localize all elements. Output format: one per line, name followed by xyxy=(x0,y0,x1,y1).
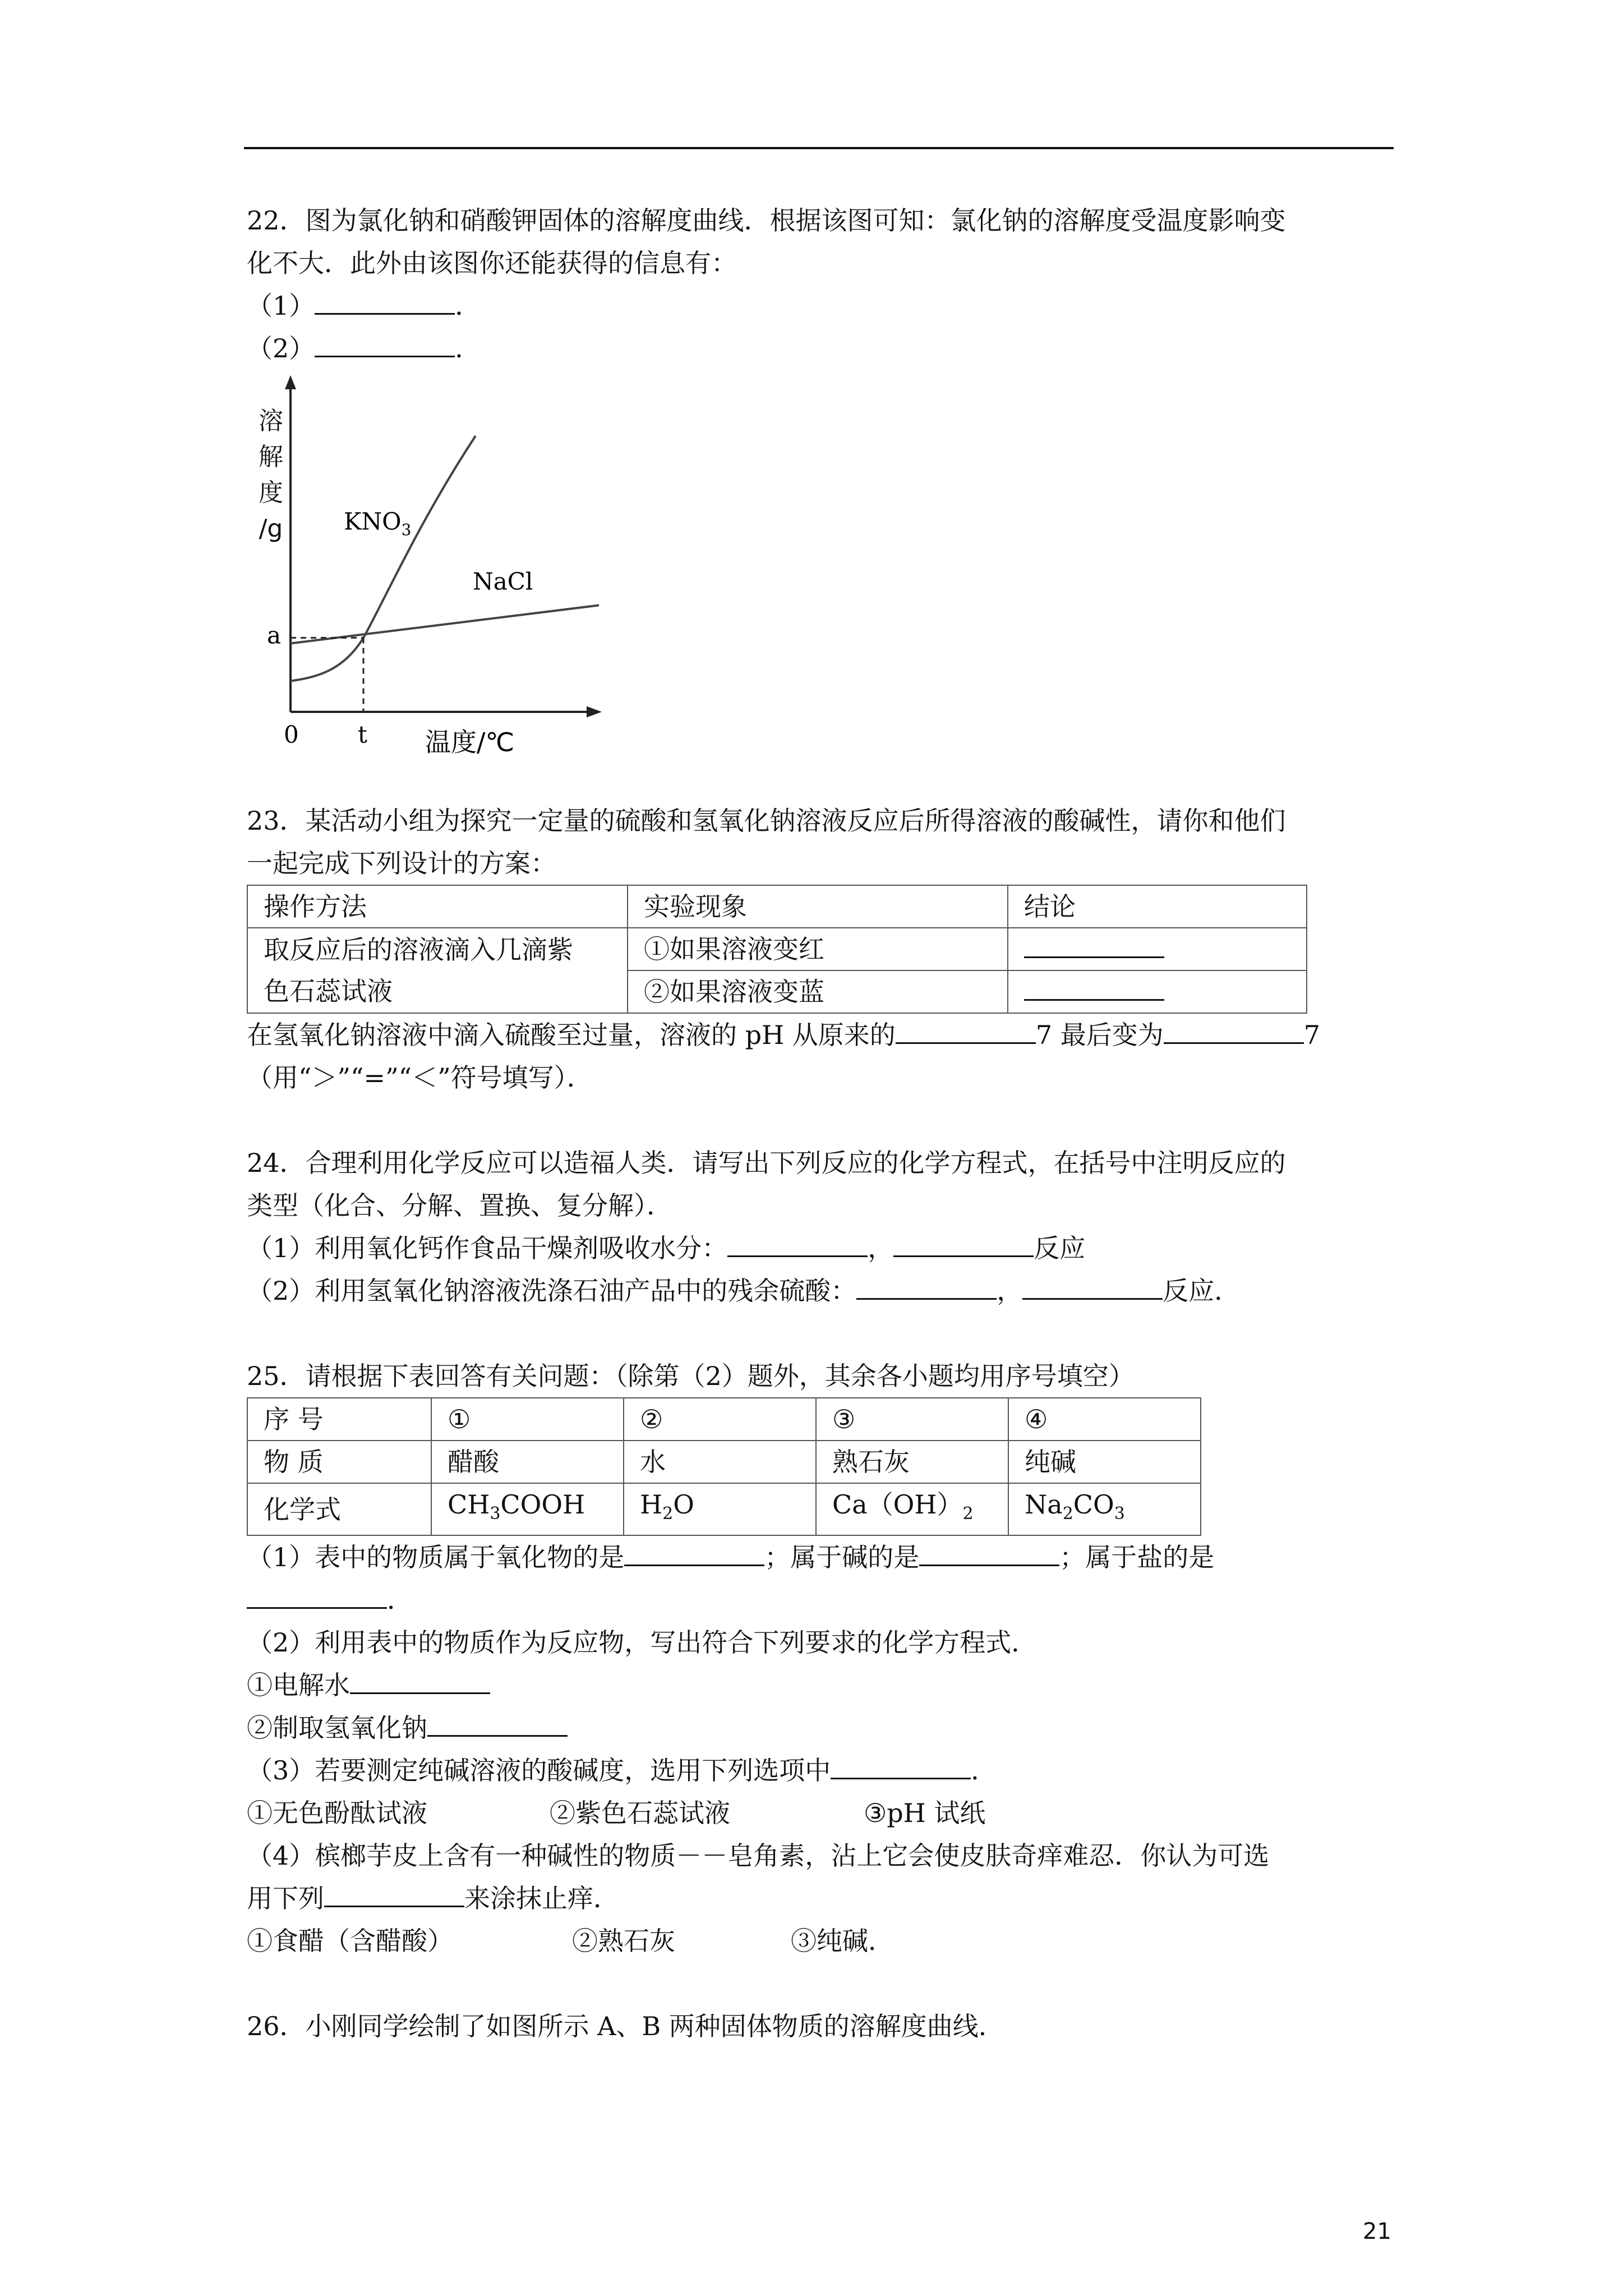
y-axis-arrow xyxy=(285,375,296,389)
q26-stem: 26．小刚同学绘制了如图所示 A、B 两种固体物质的溶解度曲线． xyxy=(247,2011,1004,2042)
option[interactable]: ①食醋（含醋酸） xyxy=(247,1926,453,1957)
a-tick-label: a xyxy=(267,622,282,649)
q23-ph-line: 在氢氧化钠溶液中滴入硫酸至过量，溶液的 pH 从原来的 7 最后变为 7 xyxy=(247,1014,1402,1056)
table-row: 物 质 醋酸 水 熟石灰 纯碱 xyxy=(247,1441,1201,1483)
q24-stem-line-1: 24．合理利用化学反应可以造福人类．请写出下列反应的化学方程式，在括号中注明反应的 xyxy=(247,1148,1286,1178)
y-axis-label: 溶 解 度 /g xyxy=(259,407,283,543)
q24-item-2: （2）利用氢氧化钠溶液洗涤石油产品中的残余硫酸： ， 反应． xyxy=(247,1269,1402,1312)
answer-blank[interactable] xyxy=(893,1227,1034,1257)
q25-stem: 25．请根据下表回答有关问题：（除第（2）题外，其余各小题均用序号填空） xyxy=(247,1361,1135,1391)
t-tick-label: t xyxy=(358,721,367,748)
answer-blank[interactable] xyxy=(315,328,455,357)
answer-blank[interactable] xyxy=(427,1707,568,1737)
answer-blank[interactable] xyxy=(1164,1014,1304,1044)
kno3-curve xyxy=(291,436,476,681)
table-row: 取反应后的溶液滴入几滴紫 色石蕊试液 ①如果溶液变红 xyxy=(247,928,1307,970)
formula-water: $H_2O$ xyxy=(624,1483,816,1535)
answer-blank[interactable] xyxy=(831,1750,971,1779)
kno3-label: $KNO_3$ xyxy=(344,508,412,539)
answer-blank[interactable] xyxy=(919,1536,1059,1566)
page-number: 21 xyxy=(1363,2219,1391,2244)
answer-blank[interactable] xyxy=(896,1014,1036,1044)
q25-table xyxy=(247,1397,1201,1536)
origin-label: 0 xyxy=(284,721,299,748)
q23-note: （用“＞”“=”“＜”符号填写）． xyxy=(247,1062,593,1093)
q22-stem-line-2: 化不大．此外由该图你还能获得的信息有： xyxy=(247,248,737,278)
table-row: ②如果溶液变蓝 xyxy=(247,970,1307,1013)
answer-blank[interactable] xyxy=(1024,971,1164,1001)
q25-sub-3: （3）若要测定纯碱溶液的酸碱度，选用下列选项中 ． xyxy=(247,1749,1402,1792)
formula-soda-ash: $Na_2CO_3$ xyxy=(1008,1483,1201,1535)
answer-blank[interactable] xyxy=(727,1227,868,1257)
answer-blank[interactable] xyxy=(315,285,455,315)
q22-item-2: （2） ． xyxy=(247,327,1402,370)
header-rule xyxy=(244,147,1394,149)
answer-blank[interactable] xyxy=(856,1270,997,1300)
solubility-curve-figure xyxy=(251,370,655,757)
formula-slaked-lime: $Ca(OH)_2$ xyxy=(816,1483,1008,1535)
q25-sub-4-options xyxy=(247,1920,1402,1962)
option[interactable]: ①无色酚酞试液 xyxy=(247,1798,427,1829)
answer-blank[interactable] xyxy=(624,1536,764,1566)
option[interactable]: ②熟石灰 xyxy=(572,1926,675,1957)
q25-sub-2: （2）利用表中的物质作为反应物，写出符合下列要求的化学方程式． xyxy=(247,1627,1038,1658)
q24-stem-line-2: 类型（化合、分解、置换、复分解）． xyxy=(247,1190,672,1221)
answer-blank[interactable] xyxy=(1024,928,1164,958)
answer-blank[interactable] xyxy=(1022,1270,1163,1300)
table-row: 化学式 $CH_3COOH$ $H_2O$ $Ca(OH)_2$ $Na_2CO_3$ xyxy=(247,1483,1201,1535)
q23-stem-line-1: 23．某活动小组为探究一定量的硫酸和氢氧化钠溶液反应后所得溶液的酸碱性，请你和他们 xyxy=(247,806,1286,836)
question-22 xyxy=(247,199,1402,757)
answer-blank[interactable] xyxy=(247,1579,387,1609)
question-23 xyxy=(247,799,1402,1099)
q25-sub-2-item-2: ②制取氢氧化钠 xyxy=(247,1706,1402,1749)
formula-acetic-acid: $CH_3COOH$ xyxy=(431,1483,624,1535)
solubility-chart xyxy=(251,370,655,757)
q25-sub-3-options xyxy=(247,1792,1402,1834)
option[interactable]: ②紫色石蕊试液 xyxy=(550,1798,730,1829)
nacl-line xyxy=(291,605,599,643)
q24-item-1: （1）利用氧化钙作食品干燥剂吸收水分： ， 反应 xyxy=(247,1227,1402,1269)
answer-blank[interactable] xyxy=(350,1664,490,1694)
x-axis-arrow xyxy=(587,706,602,717)
table-row: 操作方法 实验现象 结论 xyxy=(247,885,1307,928)
q25-sub-4-cont: 用下列 来涂抹止痒． xyxy=(247,1877,1402,1920)
option[interactable]: ③pH 试纸 xyxy=(864,1798,986,1829)
q22-stem-line-1: 22．图为氯化钠和硝酸钾固体的溶解度曲线．根据该图可知：氯化钠的溶解度受温度影响变 xyxy=(247,205,1286,236)
question-26 xyxy=(247,2005,1402,2047)
q25-sub-1-cont: ． xyxy=(247,1579,1402,1621)
q23-table xyxy=(247,885,1307,1014)
question-25 xyxy=(247,1355,1402,1962)
q25-sub-4: （4）槟榔芋皮上含有一种碱性的物质－－皂角素，沾上它会使皮肤奇痒难忍．你认为可选 xyxy=(247,1841,1270,1871)
nacl-label: NaCl xyxy=(473,568,533,595)
page-content xyxy=(247,199,1402,2047)
table-row: 序 号 ① ② ③ ④ xyxy=(247,1398,1201,1441)
option[interactable]: ③纯碱． xyxy=(791,1926,894,1957)
q25-sub-2-item-1: ①电解水 xyxy=(247,1664,1402,1706)
answer-blank[interactable] xyxy=(324,1878,464,1907)
q25-sub-1: （1）表中的物质属于氧化物的是 ；属于碱的是 ；属于盐的是 xyxy=(247,1536,1402,1579)
x-axis-label: 温度/℃ xyxy=(425,727,515,757)
q22-item-1: （1） ． xyxy=(247,284,1402,327)
question-24 xyxy=(247,1142,1402,1312)
q23-stem-line-2: 一起完成下列设计的方案： xyxy=(247,848,556,878)
